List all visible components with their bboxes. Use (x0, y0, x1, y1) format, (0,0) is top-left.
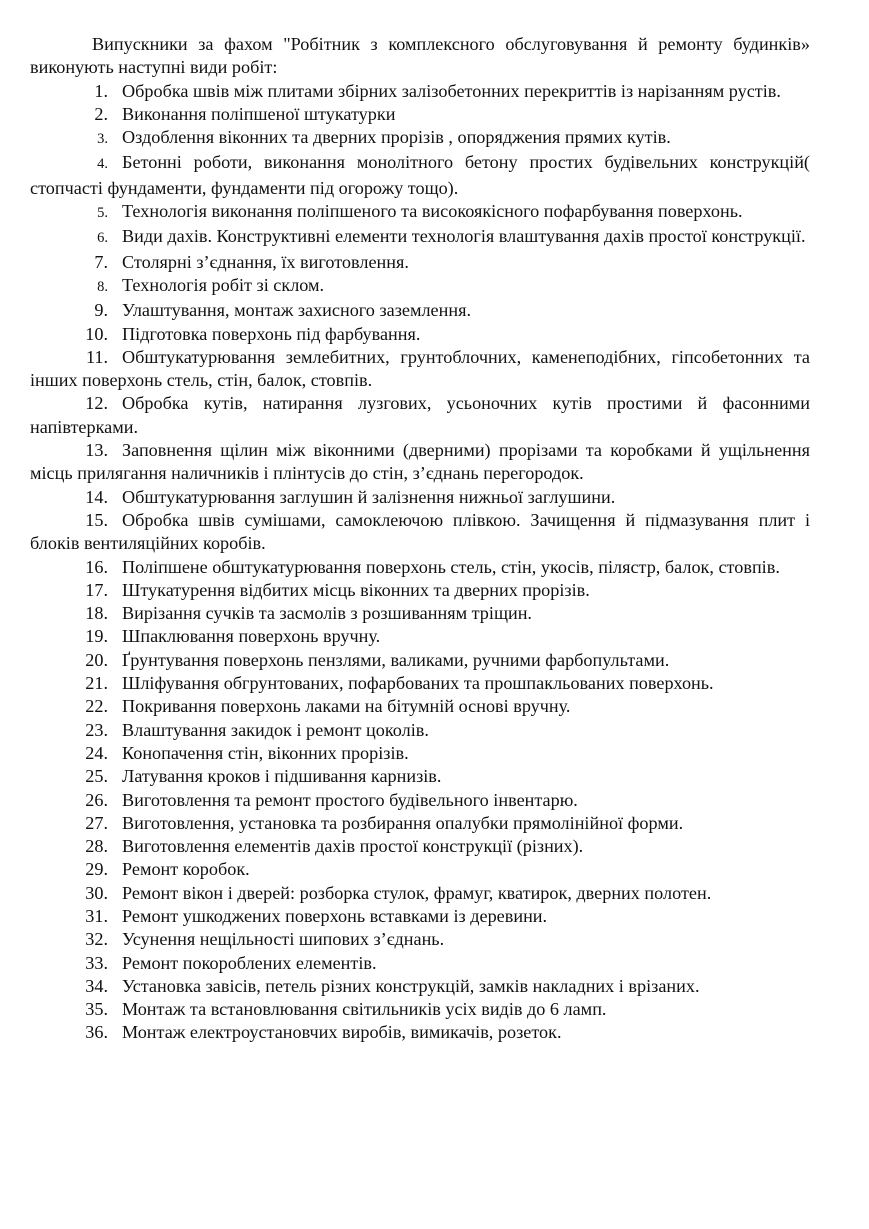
list-item-number: 4. (97, 156, 108, 173)
list-item-number: 9. (94, 300, 108, 321)
list-item-number: 14. (85, 486, 108, 507)
list-item-number: 8. (97, 278, 108, 295)
list-item-number: 7. (94, 251, 108, 272)
list-item-number: 21. (85, 673, 108, 694)
list-item (30, 812, 810, 835)
list-item (30, 975, 810, 998)
list-item-number: 33. (85, 952, 108, 973)
list-item-text: Виконання поліпшеної штукатурки (122, 103, 396, 124)
list-item (30, 952, 810, 975)
list-item (30, 789, 810, 812)
list-item-number: 2. (94, 103, 108, 124)
list-item (30, 509, 810, 556)
list-item-number: 34. (85, 975, 108, 996)
list-item-number: 1. (94, 80, 108, 101)
list-item-number: 11. (85, 346, 108, 367)
list-item-text: Покривання поверхонь лаками на бітумній основі вручну. (122, 696, 571, 717)
list-item (30, 928, 810, 951)
list-item (30, 835, 810, 858)
list-item (30, 151, 810, 200)
list-item-number: 18. (85, 603, 108, 624)
list-item-text: Обробка кутів, натирання лузгових, усьоночних кутів простими й фасонними напівтерками. (30, 393, 810, 437)
list-item-number: 15. (85, 509, 108, 530)
list-item (30, 126, 810, 151)
list-item-text: Ремонт ушкоджених поверхонь вставками із деревини. (122, 905, 548, 926)
list-item-number: 22. (85, 696, 108, 717)
list-item (30, 556, 810, 579)
list-item-number: 26. (85, 789, 108, 810)
work-types-list (30, 80, 810, 1045)
list-item-text: Усунення нещільності шипових з’єднань. (122, 929, 445, 950)
list-item (30, 1021, 810, 1044)
list-item-text: Оздоблення віконних та дверних прорізів , опоряджения прямих кутів. (122, 127, 671, 148)
list-item-text: Латування кроков і підшивання карнизів. (122, 766, 442, 787)
list-item-text: Ремонт коробок. (122, 859, 250, 880)
list-item (30, 905, 810, 928)
list-item (30, 672, 810, 695)
list-item-text: Обробка швів між плитами збірних залізобетонних перекриттів із нарізанням рустів. (122, 80, 781, 101)
list-item (30, 765, 810, 788)
list-item-text: Заповнення щілин між віконними (дверними) прорізами та коробками й ущільнення місць прилягання наличників і плінтусів до стін, з’єднань перегородок. (30, 440, 810, 484)
list-item (30, 251, 810, 274)
list-item (30, 719, 810, 742)
list-item (30, 486, 810, 509)
list-item (30, 742, 810, 765)
list-item (30, 695, 810, 718)
list-item-number: 6. (97, 230, 108, 247)
list-item (30, 274, 810, 299)
list-item-number: 17. (85, 579, 108, 600)
list-item-text: Обробка швів сумішами, самоклеючою плівкою. Зачищення й підмазування плит і блоків вентиляційних коробів. (30, 509, 810, 554)
list-item-text: Підготовка поверхонь під фарбування. (122, 323, 421, 344)
list-item-text: Ремонт покороблених елементів. (122, 952, 377, 973)
list-item-text: Установка завісів, петель різних конструкцій, замків накладних і врізаних. (122, 975, 700, 996)
list-item-number: 3. (97, 131, 108, 148)
list-item-text: Обштукатурювання заглушин й залізнення нижньої заглушини. (122, 486, 616, 507)
document-body (30, 33, 810, 1045)
list-item-text: Ремонт вікон і дверей: розборка стулок, фрамуг, кватирок, дверних полотен. (122, 882, 712, 903)
list-item-number: 13. (85, 440, 108, 461)
list-item-number: 10. (85, 323, 108, 344)
list-item (30, 858, 810, 881)
list-item-text: Столярні з’єднання, їх виготовлення. (122, 251, 409, 272)
intro-paragraph: Випускники за фахом "Робітник з комплексного обслуговування й ремонту будинків» виконують наступні види робіт: (30, 34, 810, 78)
list-item-text: Монтаж та встановлювання світильників усіх видів до 6 ламп. (122, 999, 607, 1020)
list-item-text: Обштукатурювання землебитних, грунтоблочних, каменеподібних, гіпсобетонних та інших поверхонь стель, стін, балок, стовпів. (30, 346, 810, 391)
list-item-number: 35. (85, 999, 108, 1020)
list-item-number: 29. (85, 859, 108, 880)
list-item (30, 103, 810, 126)
list-item-number: 30. (85, 882, 108, 903)
list-item (30, 323, 810, 346)
list-item (30, 882, 810, 905)
list-item-number: 16. (85, 556, 108, 577)
list-item-text: Шліфування обгрунтованих, пофарбованих та прошпакльованих поверхонь. (122, 673, 714, 694)
list-item-text: Вирізання сучків та засмолів з розшиванням тріщин. (122, 603, 532, 624)
list-item-text: Технологія виконання поліпшеного та високоякісного пофарбування поверхонь. (122, 201, 743, 222)
list-item-number: 28. (85, 836, 108, 857)
list-item-text: Виготовлення, установка та розбирання опалубки прямолінійної форми. (122, 812, 684, 833)
list-item-number: 19. (85, 626, 108, 647)
list-item-number: 36. (85, 1022, 108, 1043)
list-item-number: 24. (85, 742, 108, 763)
list-item-number: 27. (85, 812, 108, 833)
list-item-text: Шпаклювання поверхонь вручну. (122, 626, 381, 647)
list-item-number: 20. (85, 649, 108, 670)
list-item (30, 392, 810, 439)
list-item-text: Штукатурення відбитих місць віконних та дверних прорізів. (122, 579, 590, 600)
list-item-text: Ґрунтування поверхонь пензлями, валиками, ручними фарбопультами. (122, 649, 670, 670)
list-item (30, 80, 810, 103)
list-item (30, 346, 810, 393)
list-item (30, 625, 810, 648)
list-item (30, 225, 810, 250)
list-item-text: Поліпшене обштукатурювання поверхонь стель, стін, укосів, пілястр, балок, стовпів. (122, 556, 780, 577)
list-item (30, 439, 810, 486)
list-item-text: Види дахів. Конструктивні елементи технологія влаштування дахів простої конструкції. (122, 226, 806, 247)
list-item-text: Влаштування закидок і ремонт цоколів. (122, 719, 429, 740)
list-item-number: 32. (85, 929, 108, 950)
list-item-number: 5. (97, 205, 108, 222)
list-item-number: 12. (85, 393, 108, 414)
list-item-text: Виготовлення та ремонт простого будівельного інвентарю. (122, 789, 578, 810)
list-item-text: Улаштування, монтаж захисного заземлення. (122, 300, 471, 321)
list-item (30, 200, 810, 225)
list-item-text: Технологія робіт зі склом. (122, 274, 325, 295)
list-item-number: 23. (85, 719, 108, 740)
list-item (30, 602, 810, 625)
list-item (30, 649, 810, 672)
list-item (30, 579, 810, 602)
list-item-text: Монтаж електроустановчих виробів, вимикачів, розеток. (122, 1022, 562, 1043)
list-item (30, 299, 810, 322)
list-item-text: Бетонні роботи, виконання монолітного бетону простих будівельних конструкцій( стопчасті фундаменти, фундаменти під огорожу тощо). (30, 152, 810, 198)
list-item-number: 25. (85, 766, 108, 787)
list-item-text: Конопачення стін, віконних прорізів. (122, 742, 409, 763)
list-item-text: Виготовлення елементів дахів простої конструкції (різних). (122, 836, 584, 857)
list-item-number: 31. (85, 905, 108, 926)
list-item (30, 998, 810, 1021)
